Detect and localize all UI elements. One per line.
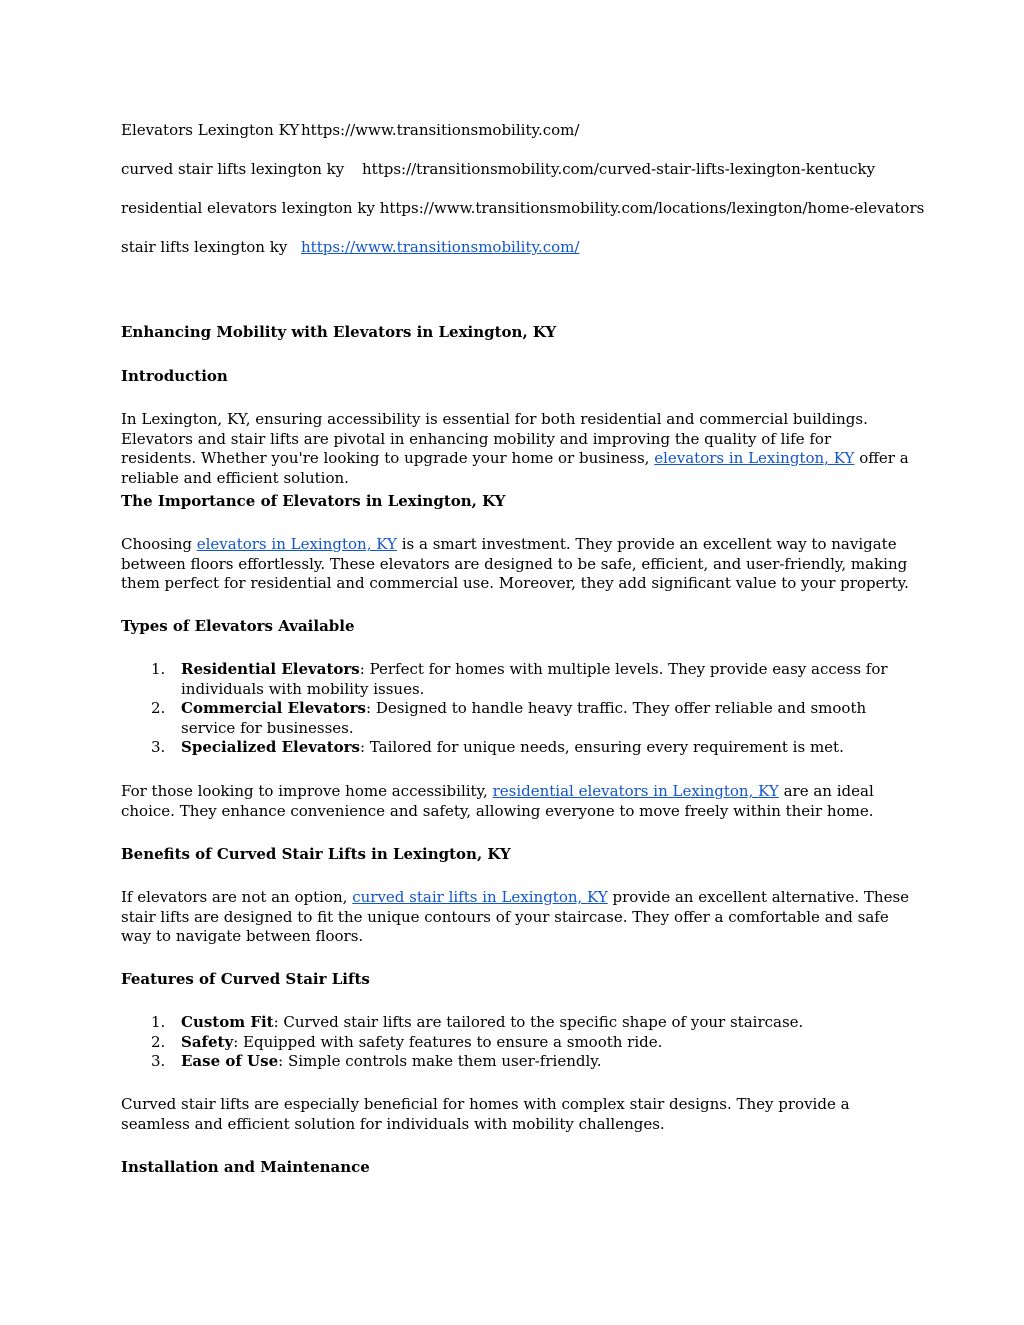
list-text: : Designed to handle heavy traffic. They offer reliable and smooth service for businesses.	[181, 699, 867, 737]
elevator-types-list	[121, 660, 911, 758]
list-term: Ease of Use	[181, 1052, 279, 1071]
list-text: : Perfect for homes with multiple levels. They provide easy access for individuals with mobility issues.	[181, 660, 888, 698]
list-text: : Simple controls make them user-friendly.	[278, 1052, 602, 1071]
section-heading-importance: The Importance of Elevators in Lexington, KY	[121, 492, 506, 510]
residential-paragraph	[121, 782, 911, 821]
list-number: 3.	[151, 1052, 166, 1071]
curved-text: If elevators are not an option,	[121, 888, 353, 906]
section-heading-introduction: Introduction	[121, 367, 228, 385]
importance-text-end: is a smart investment. They provide an excellent way to navigate between floors effortlessly. These elevators are designed to be safe, efficient, and user-friendly, making them perfect for residential and commercial use. Moreover, they add significant value to your property.	[121, 535, 909, 593]
list-item	[121, 660, 911, 699]
reference-row	[121, 121, 580, 141]
list-number: 3.	[151, 738, 166, 757]
reference-row	[121, 238, 580, 258]
article-title: Enhancing Mobility with Elevators in Lexington, KY	[121, 323, 557, 341]
list-item	[121, 699, 911, 738]
reference-keyword: stair lifts lexington ky	[121, 238, 288, 256]
list-text: : Equipped with safety features to ensure a smooth ride.	[233, 1032, 663, 1051]
list-item	[121, 1052, 911, 1072]
list-item	[121, 1033, 911, 1053]
curved-text-end: provide an excellent alternative. These stair lifts are designed to fit the unique contours of your staircase. They offer a comfortable and safe way to navigate between floors.	[121, 888, 910, 946]
intro-text: In Lexington, KY, ensuring accessibility is essential for both residential and commercial buildings. Elevators and stair lifts are pivotal in enhancing mobility and improving the quality of life for residents. Whether you're looking to upgrade your home or business,	[121, 410, 868, 468]
elevators-link[interactable]: elevators in Lexington, KY	[654, 449, 855, 468]
residential-elevators-link[interactable]: residential elevators in Lexington, KY	[492, 782, 779, 800]
list-number: 1.	[151, 1013, 166, 1031]
reference-url: https://transitionsmobility.com/curved-stair-lifts-lexington-kentucky	[362, 160, 876, 178]
section-heading-installation: Installation and Maintenance	[121, 1158, 370, 1176]
list-number: 2.	[151, 699, 166, 718]
reference-keyword: curved stair lifts lexington ky	[121, 160, 345, 178]
reference-row	[121, 199, 924, 219]
list-term: Safety	[181, 1032, 234, 1051]
reference-row	[121, 160, 876, 180]
list-text: : Tailored for unique needs, ensuring every requirement is met.	[359, 738, 844, 757]
curved-paragraph	[121, 888, 911, 947]
reference-keyword: residential elevators lexington ky	[121, 199, 375, 217]
importance-text: Choosing	[121, 535, 197, 553]
intro-paragraph	[121, 410, 911, 488]
list-text: : Curved stair lifts are tailored to the specific shape of your staircase.	[273, 1013, 804, 1031]
list-item	[121, 1013, 911, 1033]
list-term: Residential Elevators	[181, 660, 360, 678]
list-number: 2.	[151, 1032, 166, 1051]
list-number: 1.	[151, 660, 166, 678]
list-term: Custom Fit	[181, 1013, 274, 1031]
section-heading-curved: Benefits of Curved Stair Lifts in Lexington, KY	[121, 845, 511, 863]
residential-text-end: are an ideal choice. They enhance convenience and safety, allowing everyone to move freely within their home.	[121, 782, 874, 820]
section-heading-types: Types of Elevators Available	[121, 617, 355, 635]
reference-url: https://www.transitionsmobility.com/locations/lexington/home-elevators	[379, 199, 925, 217]
section-heading-features: Features of Curved Stair Lifts	[121, 970, 370, 988]
reference-keyword: Elevators Lexington KY	[121, 121, 300, 139]
residential-text: For those looking to improve home accessibility,	[121, 782, 493, 800]
curved-stair-lifts-link[interactable]: curved stair lifts in Lexington, KY	[352, 888, 608, 906]
closing-paragraph: Curved stair lifts are especially beneficial for homes with complex stair designs. They provide a seamless and efficient solution for individuals with mobility challenges.	[121, 1095, 850, 1133]
list-term: Specialized Elevators	[181, 738, 360, 757]
list-item	[121, 738, 911, 758]
reference-link[interactable]: https://www.transitionsmobility.com/	[301, 238, 580, 256]
intro-text-end: offer a reliable and efficient solution.	[121, 449, 909, 487]
features-list	[121, 1013, 911, 1072]
elevators-link[interactable]: elevators in Lexington, KY	[196, 535, 397, 553]
list-term: Commercial Elevators	[181, 699, 366, 718]
importance-paragraph	[121, 535, 911, 594]
reference-url: https://www.transitionsmobility.com/	[301, 121, 580, 139]
